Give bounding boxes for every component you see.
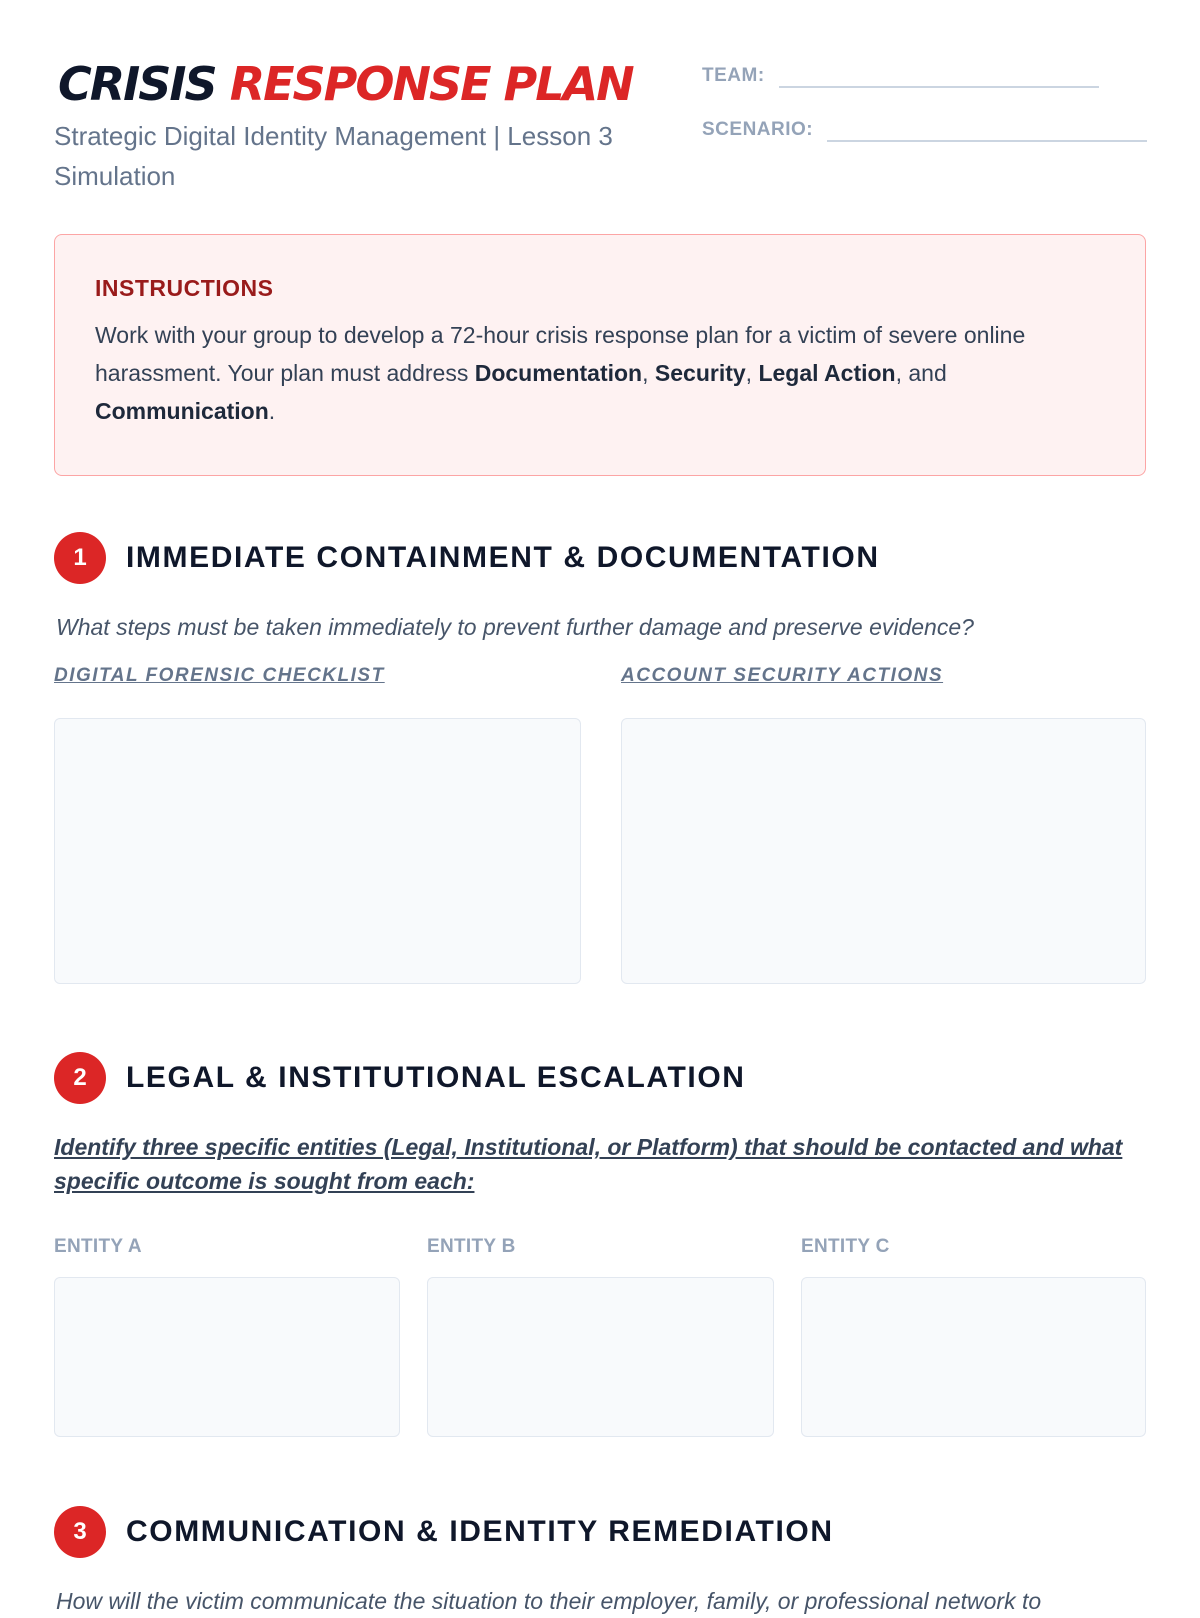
section-3-prompt: How will the victim communicate the situation to their employer, family, or professional network to (56, 1588, 1042, 1614)
section-2-header (54, 1052, 746, 1104)
section-2-prompt: Identify three specific entities (Legal, Institutional, or Platform) that should be contacted and what specific outcome is sought from each: (54, 1134, 1123, 1194)
term-documentation: Documentation (474, 360, 643, 386)
entity-b-label: ENTITY B (427, 1236, 516, 1257)
scenario-input-line[interactable] (827, 114, 1147, 142)
team-label: TEAM: (702, 65, 765, 86)
section-1-prompt: What steps must be taken immediately to prevent further damage and preserve evidence? (56, 614, 974, 640)
page-header (54, 0, 1146, 230)
title-part-response-plan: RESPONSE PLAN (229, 57, 633, 111)
entity-a-label: ENTITY A (54, 1236, 142, 1257)
section-1-header (54, 532, 880, 584)
section-1-number: 1 (54, 532, 106, 584)
page-subtitle: Strategic Digital Identity Management | Lesson 3 Simulation (54, 121, 613, 191)
instructions-sep-2: , (745, 360, 759, 386)
instructions-sep-1: , (642, 360, 655, 386)
entity-a-box[interactable] (54, 1277, 400, 1437)
term-communication: Communication (95, 398, 269, 424)
page-title (58, 56, 633, 112)
instructions-box (54, 234, 1146, 476)
section-1-title: IMMEDIATE CONTAINMENT & DOCUMENTATION (126, 541, 880, 574)
digital-forensic-checklist-box[interactable] (54, 718, 581, 984)
title-part-crisis: CRISIS (58, 57, 216, 111)
account-security-actions-box[interactable] (621, 718, 1146, 984)
team-field (702, 60, 1099, 88)
instructions-title: INSTRUCTIONS (95, 275, 274, 301)
section-2-number: 2 (54, 1052, 106, 1104)
section-3-title: COMMUNICATION & IDENTITY REMEDIATION (126, 1515, 834, 1548)
term-security: Security (654, 360, 746, 386)
team-input-line[interactable] (779, 60, 1099, 88)
scenario-field (702, 114, 1147, 142)
section-3-header (54, 1506, 834, 1558)
section-3-number: 3 (54, 1506, 106, 1558)
instructions-sep-3: , and (895, 360, 947, 386)
worksheet-page (54, 0, 1146, 1614)
instructions-text-lead: Work with your group to develop a 72-hour crisis response plan for a victim of severe online harassment. Your plan must address (95, 322, 1026, 386)
account-security-actions-label: ACCOUNT SECURITY ACTIONS (621, 665, 944, 686)
entity-c-box[interactable] (801, 1277, 1146, 1437)
scenario-label: SCENARIO: (702, 119, 814, 140)
entity-c-label: ENTITY C (801, 1236, 890, 1257)
term-legal-action: Legal Action (758, 360, 896, 386)
instructions-text (95, 316, 1105, 430)
instructions-end: . (268, 398, 276, 424)
section-2-title: LEGAL & INSTITUTIONAL ESCALATION (126, 1061, 746, 1094)
entity-b-box[interactable] (427, 1277, 774, 1437)
digital-forensic-checklist-label: DIGITAL FORENSIC CHECKLIST (54, 665, 385, 686)
